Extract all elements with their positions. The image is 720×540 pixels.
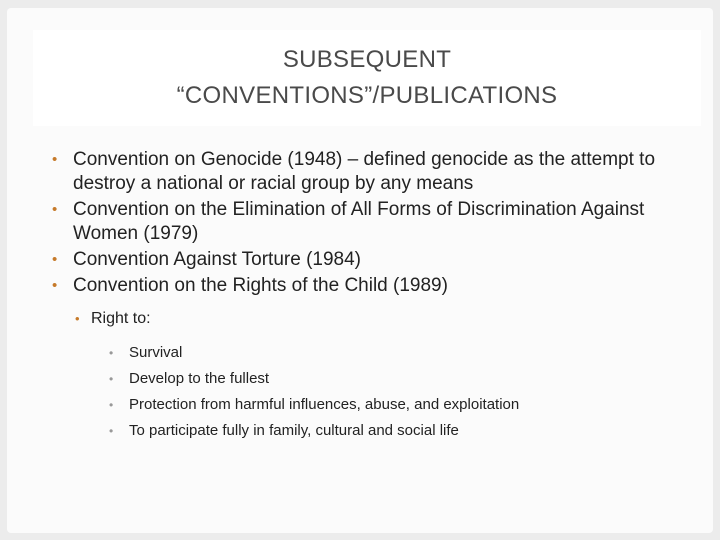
bullet-icon: • <box>109 398 114 412</box>
sublist-item-right-to <box>75 308 691 444</box>
bullet-icon: • <box>52 251 58 268</box>
bullet-icon: • <box>109 372 114 386</box>
rights-item-text: Develop to the fullest <box>129 370 270 387</box>
bullet-icon: • <box>109 346 114 360</box>
rights-item-text: Survival <box>129 344 183 361</box>
child-rights-sublist <box>75 308 691 444</box>
rights-item-participate <box>107 418 691 444</box>
sublist-item-text: Right to: <box>91 310 151 327</box>
list-item-discrimination <box>51 198 691 246</box>
slide <box>7 8 713 533</box>
rights-item-text: To participate fully in family, cultural and social life <box>129 422 459 439</box>
conventions-list <box>51 148 691 444</box>
slide-title-line-1: SUBSEQUENT <box>282 46 452 73</box>
list-item-text: Convention on Genocide (1948) – defined genocide as the attempt to destroy a national or racial group by any means <box>73 149 656 194</box>
list-item-text: Convention on the Elimination of All Forms of Discrimination Against Women (1979) <box>73 199 645 244</box>
rights-item-protection <box>107 392 691 418</box>
rights-item-develop <box>107 366 691 392</box>
rights-list <box>107 340 691 444</box>
rights-item-text: Protection from harmful influences, abuse, and exploitation <box>129 396 520 413</box>
list-item-genocide <box>51 148 691 196</box>
list-item-child-rights <box>51 274 691 444</box>
list-item-text: Convention on the Rights of the Child (1989) <box>73 275 448 296</box>
rights-item-survival <box>107 340 691 366</box>
list-item-torture <box>51 248 691 272</box>
slide-content <box>51 148 691 446</box>
list-item-text: Convention Against Torture (1984) <box>73 249 361 270</box>
bullet-icon: • <box>52 201 58 218</box>
bullet-icon: • <box>109 424 114 438</box>
slide-title-line-2: “CONVENTIONS”/PUBLICATIONS <box>176 82 558 109</box>
title-box <box>33 30 701 126</box>
bullet-icon: • <box>52 151 58 168</box>
bullet-icon: • <box>52 277 58 294</box>
bullet-icon: • <box>75 311 80 326</box>
